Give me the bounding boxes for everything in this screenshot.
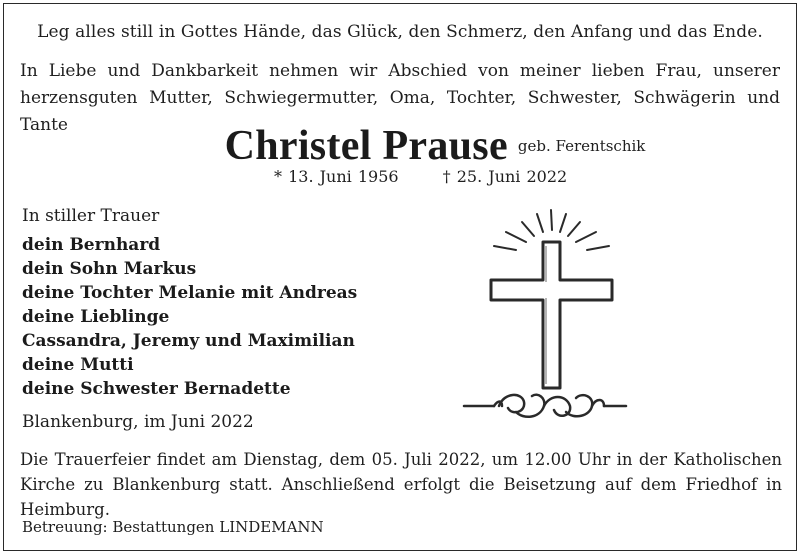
maiden-name: geb. Ferentschik	[517, 137, 646, 155]
mourner-item: deine Schwester Bernadette	[22, 379, 291, 399]
birth-date: * 13. Juni 1956	[274, 167, 399, 186]
funeral-service-info: Die Trauerfeier findet am Dienstag, dem 05. Juli 2022, um 12.00 Uhr in der Katholischen Kirche zu Blankenburg statt. Anschließend erfolgt die Beisetzung auf dem Friedhof in Heimburg.	[20, 450, 782, 519]
mourner-item: dein Bernhard	[22, 235, 161, 255]
intro-line-2: herzensguten Mutter, Schwiegermutter, Oma, Tochter, Schwester, Schwägerin und Tante	[20, 88, 780, 135]
mourner-item: Cassandra, Jeremy und Maximilian	[22, 331, 355, 351]
mourner-item: deine Lieblinge	[22, 307, 170, 327]
deceased-block	[4, 122, 796, 170]
mourning-heading: In stiller Trauer	[22, 206, 160, 226]
death-date: † 25. Juni 2022	[442, 167, 568, 186]
cross-with-rays-icon	[454, 202, 634, 431]
mourner-item: dein Sohn Markus	[22, 259, 197, 279]
mourner-item: deine Tochter Melanie mit Andreas	[22, 283, 358, 303]
place-date: Blankenburg, im Juni 2022	[22, 412, 254, 432]
obituary-notice	[3, 3, 797, 551]
life-dates	[274, 167, 567, 186]
mourners-list	[22, 233, 357, 401]
intro-line-1: In Liebe und Dankbarkeit nehmen wir Abschied von meiner lieben Frau, unserer	[20, 61, 780, 81]
deceased-name: Christel Prause	[224, 123, 508, 169]
mourner-item: deine Mutti	[22, 355, 134, 375]
motto-verse: Leg alles still in Gottes Hände, das Glück, den Schmerz, den Anfang und das Ende.	[37, 22, 763, 42]
funeral-home: Betreuung: Bestattungen LINDEMANN	[22, 518, 324, 536]
